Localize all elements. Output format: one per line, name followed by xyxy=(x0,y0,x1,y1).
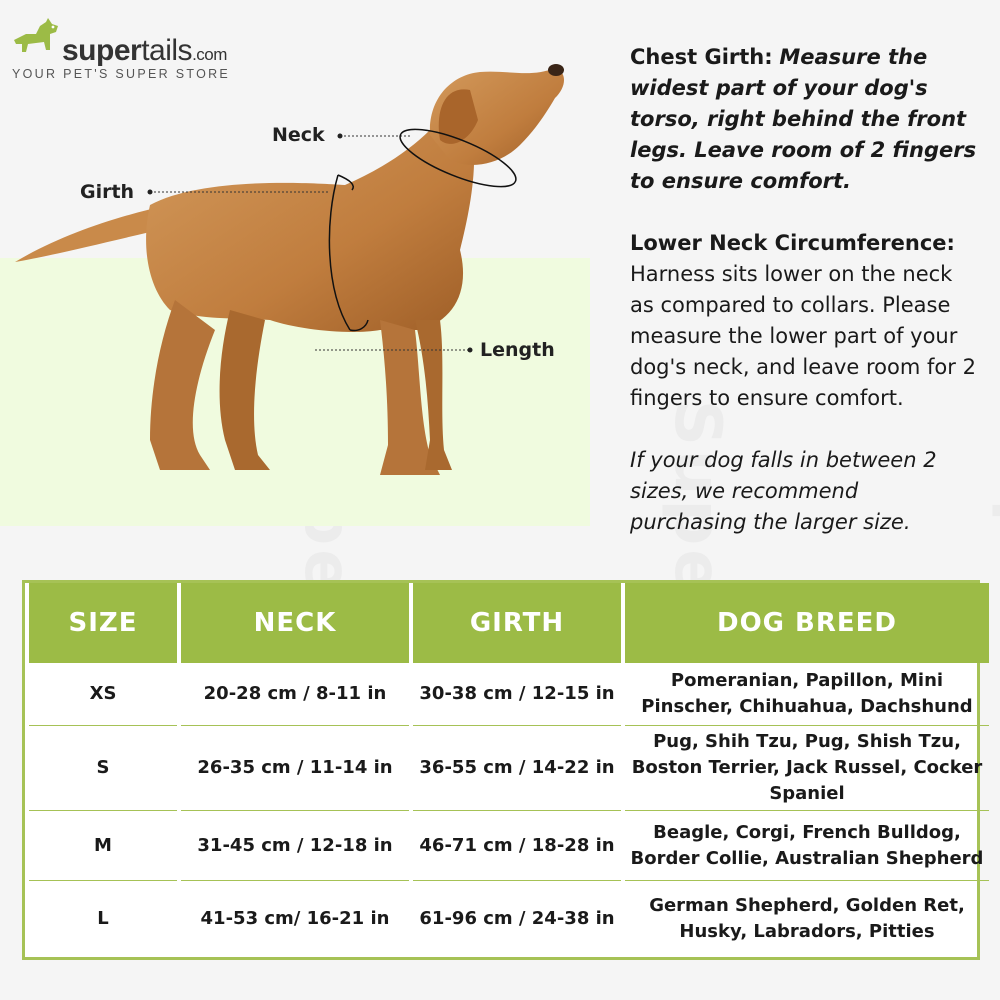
neck-label: Neck xyxy=(272,124,325,146)
girth-cell: 36-55 cm / 14-22 in xyxy=(413,725,621,810)
breed-cell: German Shepherd, Golden Ret, Husky, Labradors, Pitties xyxy=(625,880,989,957)
chest-girth-instruction xyxy=(630,42,980,197)
table-row xyxy=(29,663,989,725)
length-label: Length xyxy=(480,339,555,361)
size-note: If your dog falls in between 2 sizes, we recommend purchasing the larger size. xyxy=(630,448,937,534)
lower-neck-instruction xyxy=(630,228,980,414)
lower-neck-title: Lower Neck Circumference: xyxy=(630,231,955,255)
girth-cell: 61-96 cm / 24-38 in xyxy=(413,880,621,957)
size-cell: L xyxy=(29,880,177,957)
chest-girth-text: Measure the widest part of your dog's torso, right behind the front legs. Leave room of 2 fingers to ensure comfort. xyxy=(630,45,977,193)
measurement-instructions xyxy=(630,42,980,569)
header-neck: NECK xyxy=(181,583,409,663)
girth-label: Girth xyxy=(80,181,135,203)
breed-cell: Pomeranian, Papillon, Mini Pinscher, Chihuahua, Dachshund xyxy=(641,670,973,718)
breed-cell: Pug, Shih Tzu, Pug, Shish Tzu, Boston Terrier, Jack Russel, Cocker Spaniel xyxy=(625,725,989,810)
table-row xyxy=(29,725,989,810)
brand-name-part2: tails xyxy=(141,34,193,67)
girth-cell: 30-38 cm / 12-15 in xyxy=(419,683,615,705)
size-cell: S xyxy=(29,725,177,810)
header-dog-breed: DOG BREED xyxy=(625,583,989,663)
brand-tagline: YOUR PET'S SUPER STORE xyxy=(12,67,231,81)
breed-cell: Beagle, Corgi, French Bulldog, Border Collie, Australian Shepherd xyxy=(625,810,989,880)
brand-tld: .com xyxy=(192,45,227,64)
brand-name-part1: super xyxy=(62,34,142,67)
size-cell: XS xyxy=(89,683,117,705)
neck-cell: 20-28 cm / 8-11 in xyxy=(203,683,387,705)
neck-cell: 31-45 cm / 12-18 in xyxy=(181,810,409,880)
lower-neck-text: Harness sits lower on the neck as compared to collars. Please measure the lower part of your dog's neck, and leave room for 2 fingers to ensure comfort. xyxy=(630,262,976,410)
table-header-row xyxy=(29,583,989,663)
measurement-guides xyxy=(0,0,600,540)
table-row xyxy=(29,880,989,957)
size-cell: M xyxy=(29,810,177,880)
table-row xyxy=(29,810,989,880)
chest-girth-title: Chest Girth: xyxy=(630,45,773,69)
size-chart-table xyxy=(22,580,984,960)
girth-cell: 46-71 cm / 18-28 in xyxy=(413,810,621,880)
neck-cell: 26-35 cm / 11-14 in xyxy=(181,725,409,810)
header-girth: GIRTH xyxy=(413,583,621,663)
header-size: SIZE xyxy=(29,583,177,663)
neck-cell: 41-53 cm/ 16-21 in xyxy=(181,880,409,957)
